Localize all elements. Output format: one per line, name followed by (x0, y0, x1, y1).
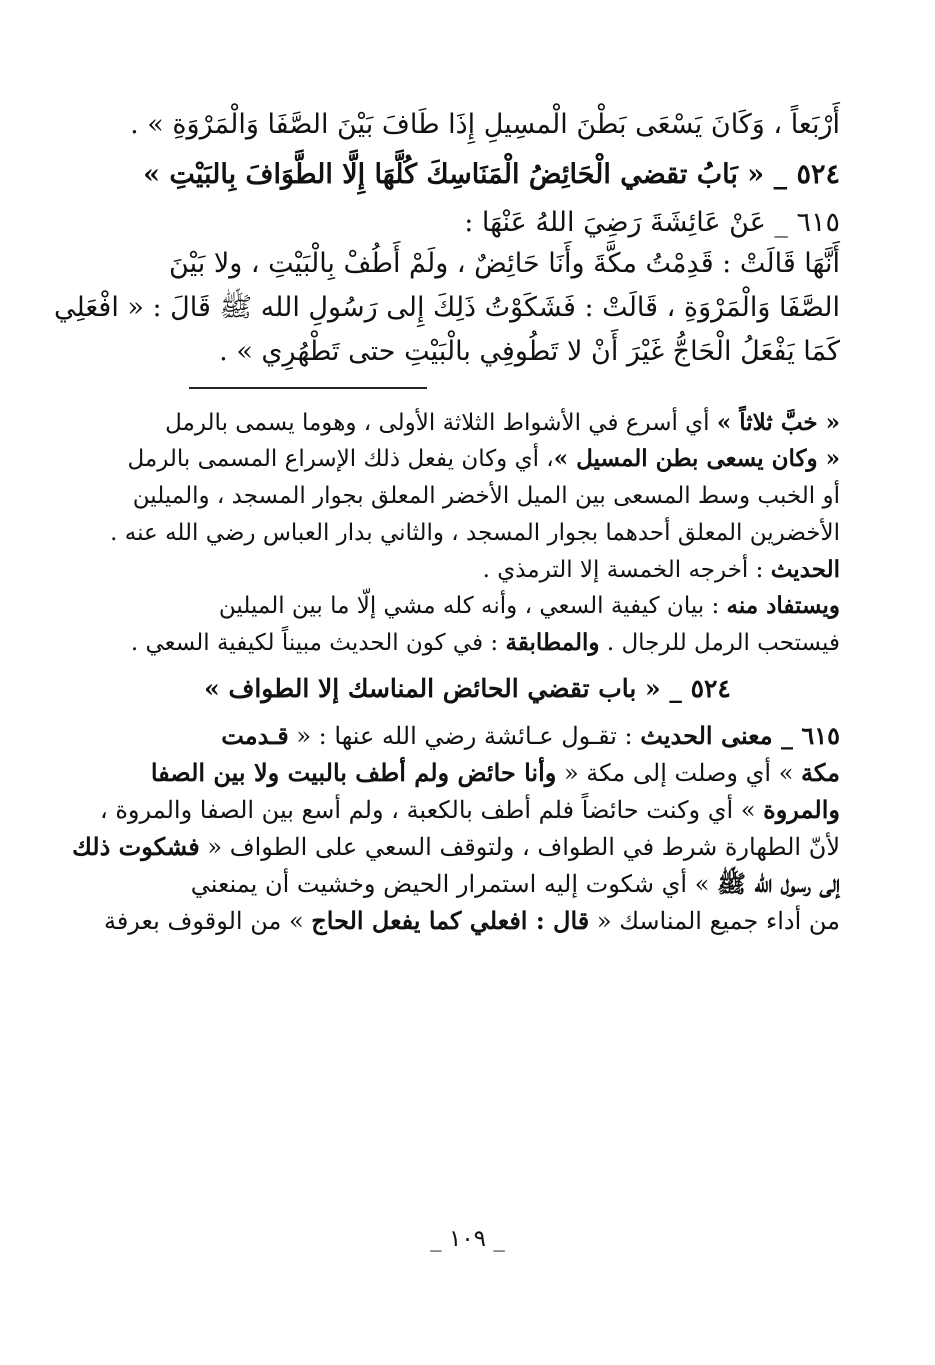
commentary-term: « وكان يسعى بطن المسيل » (553, 445, 840, 473)
commentary-term: « خبَّ ثلاثاً » (716, 408, 840, 436)
meaning-text: » أي شكوت إليه استمرار الحيض وخشيت أن يمنعني (190, 869, 718, 898)
commentary-line: الأخضرين المعلق أحدهما بجوار المسجد ، والثاني بدار العباس رضي الله عنه . (110, 519, 840, 546)
commentary-term: ويستفاد منه (726, 592, 840, 620)
commentary-line (95, 445, 840, 474)
hadith-line: كَمَا يَفْعَلُ الْحَاجُّ غَيْرَ أَنْ لا تَطُوفِي بالْبَيْتِ حتى تَطْهُرِي » . (219, 335, 840, 367)
commentary-text: ، أي وكان يفعل ذلك الإسراع المسمى بالرمل (127, 446, 554, 473)
meaning-text: » أي وصلت إلى مكة « (556, 758, 802, 787)
meaning-line (95, 758, 840, 788)
meaning-line (95, 906, 840, 936)
meaning-text: : تقـول عـائشة رضي الله عنها : « (288, 721, 641, 750)
section-heading: ٥٢٤ _ « باب تقضي الحائض المناسك إلا الطواف » (204, 673, 731, 703)
commentary (95, 409, 840, 658)
meaning-term: مكة (801, 757, 840, 787)
commentary-line: أو الخبب وسط المسعى بين الميل الأخضر المعلق بجوار المسجد ، والميلين (132, 483, 840, 509)
commentary-text: أي أسرع في الأشواط الثلاثة الأولى ، وهوما يسمى بالرمل (165, 409, 717, 436)
commentary-line (95, 556, 840, 585)
page-number: _ ١٠٩ _ (430, 1226, 505, 1252)
meaning-term: قـدمت (221, 720, 289, 750)
hadith-line: أَنَّهَا قَالَتْ : قَدِمْتُ مكَّةَ وأَنَا حَائِضٌ ، ولَمْ أَطُفْ بِالْبَيْتِ ، ولا بَيْنَ (169, 248, 840, 280)
hadith-meaning (72, 720, 840, 936)
commentary-line (95, 409, 840, 438)
top-line: أَرْبَعاً ، وَكَانَ يَسْعَى بَطْنَ الْمسِيلِ إِذَا طَافَ بَيْنَ الصَّفَا وَالْمَرْوَةِ » . (130, 109, 840, 140)
meaning-term: والمروة (763, 794, 840, 824)
meaning-line (95, 721, 840, 751)
commentary-text: : في كون الحديث مبيناً لكيفية السعي . (130, 630, 506, 656)
meaning-text: من أداء جميع المناسك « (589, 906, 840, 935)
footnote-divider (189, 387, 427, 389)
commentary-text: فيستحب الرمل للرجال . (599, 630, 840, 656)
meaning-text: لأنّ الطهارة شرط في الطواف ، ولتوقف السعي على الطواف « (199, 832, 840, 861)
meaning-line (72, 831, 840, 862)
main-text (53, 108, 840, 369)
commentary-term: والمطابقة (505, 629, 600, 656)
meaning-term: قال : افعلي كما يفعل الحاج (311, 905, 590, 935)
commentary-line (95, 592, 840, 621)
commentary-text: : بيان كيفية السعي ، وأنه كله مشي إلّا ما بين الميلين (218, 593, 727, 620)
hadith-intro: ٦١٥ _ عَنْ عَائِشَةَ رَضِيَ اللهُ عَنْهَا : (464, 206, 840, 238)
commentary-term: الحديث (770, 555, 840, 583)
meaning-text: » من الوقوف بعرفة (103, 906, 312, 935)
hadith-text (53, 247, 840, 368)
meaning-term: فشكوت ذلك (72, 831, 200, 861)
meaning-text: » أي وكنت حائضاً فلم أطف بالكعبة ، ولم أسع بين الصفا والمروة ، (99, 795, 764, 824)
meaning-term: وأنا حائض ولم أطف بالبيت ولا بين الصفا (150, 757, 557, 787)
chapter-heading: ٥٢٤ _ « بَابُ تقضي الْحَائِضُ الْمَنَاسِكَ كُلَّهَا إِلَّا الطَّوَافَ بِالبَيْتِ » (143, 158, 840, 190)
meaning-line (95, 795, 840, 825)
meaning-term: ٦١٥ _ معنى الحديث (640, 720, 840, 750)
commentary-line (95, 629, 840, 658)
commentary-text: : أخرجه الخمسة إلا الترمذي . (482, 556, 771, 583)
hadith-line: الصَّفَا وَالْمَرْوَةِ ، قَالَتْ : فَشَكَوْتُ ذَلِكَ إِلى رَسُولِ الله ﷺ قَالَ : « افْعَلِي (53, 292, 840, 323)
meaning-term: إلى رسول الله ﷺ (717, 868, 840, 898)
meaning-line (95, 869, 840, 899)
